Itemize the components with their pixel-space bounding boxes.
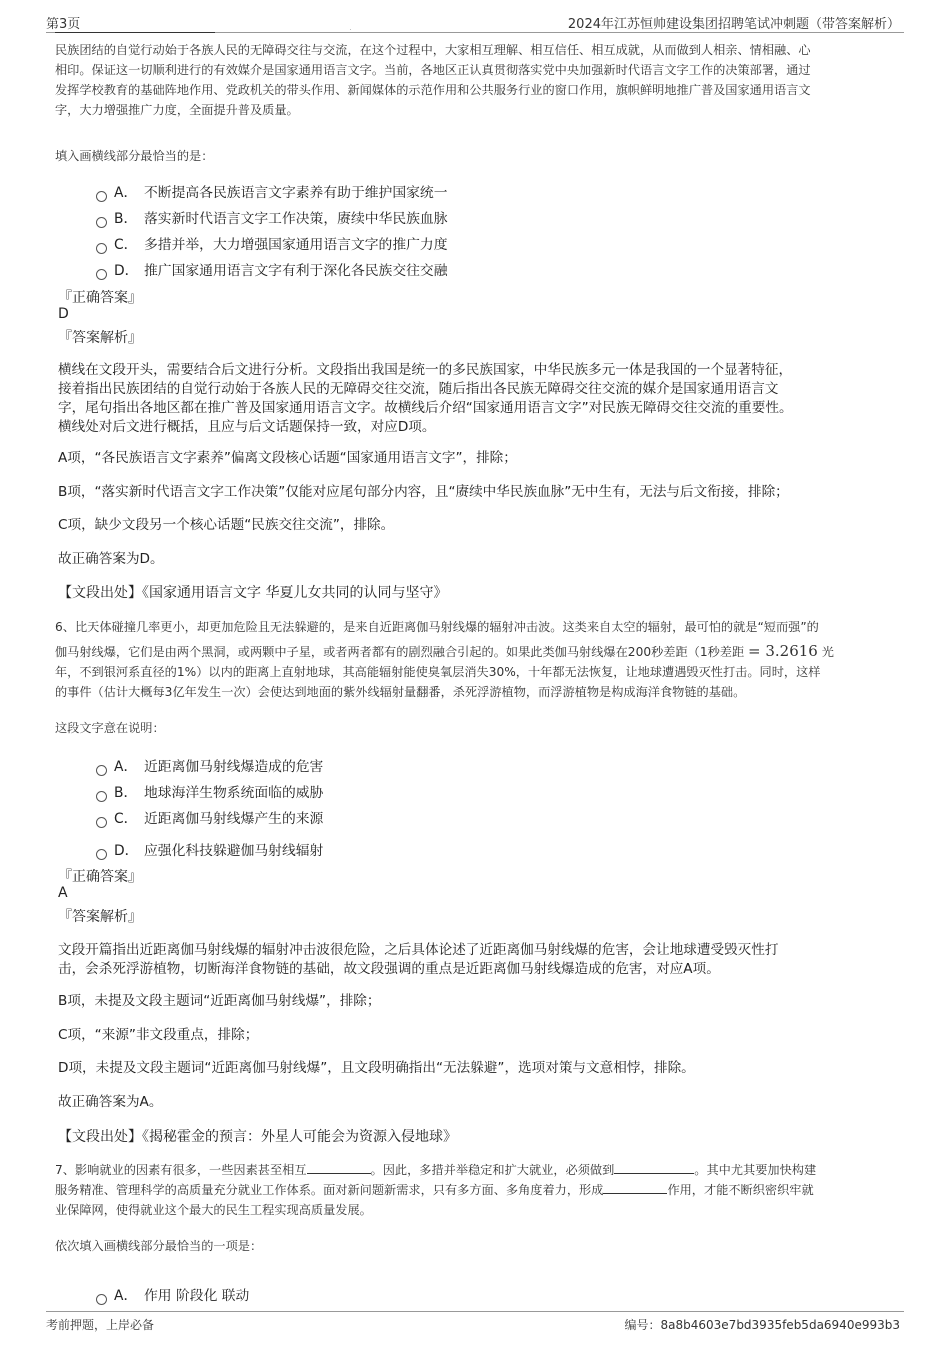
q6-option-a[interactable]: A． 近距离伽马射线爆造成的危害: [96, 755, 323, 775]
q5-analysis-label: 『答案解析』: [58, 330, 142, 346]
q6-answer: A: [58, 885, 68, 901]
q6-option-d[interactable]: D． 应强化科技躲避伽马射线辐射: [96, 839, 323, 859]
q6-analysis-label: 『答案解析』: [58, 909, 142, 925]
q6-passage: 6、比天体碰撞几率更小，却更加危险且无法躲避的，是来自近距离伽马射线爆的辐射冲击波。这类来自太空的辐射，最可怕的就是“短而强”的 伽马射线爆，它们是由两个黑洞，或两颗中子星，或者两者都有的剧烈融合引起的。如果此类伽马射线爆在200秒差距（1秒差距 = 3.2616 光 年，不到银河系直径的1%）以内的距离上直射地球，其高能辐射能使臭氧层消失30%，十年都无法恢复，让地球遭遇毁灭性打击。同时，这样 的事件（估计大概每3亿年发生一次）会使达到地面的紫外线辐射量翻番，杀死浮游植物，而浮游植物是构成海洋食物链的基础。: [55, 620, 834, 699]
radio-icon[interactable]: [96, 191, 107, 202]
footer-slogan: 考前押题，上岸必备: [46, 1318, 155, 1332]
page-number: 第3页: [46, 17, 81, 32]
q6-option-c[interactable]: C． 近距离伽马射线爆产生的来源: [96, 807, 323, 827]
q5-note-c: C项，缺少文段另一个核心话题“民族交往交流”，排除。: [58, 517, 395, 533]
q6-answer-label: 『正确答案』: [58, 869, 142, 885]
radio-icon[interactable]: [96, 243, 107, 254]
document-title: 2024年江苏恒帅建设集团招聘笔试冲刺题（带答案解析）: [567, 17, 900, 32]
q5-note-a: A项，“各民族语言文字素养”偏离文段核心话题“国家通用语言文字”，排除；: [58, 450, 517, 466]
q6-option-b[interactable]: B． 地球海洋生物系统面临的威胁: [96, 781, 323, 801]
q5-passage: [55, 20, 895, 134]
q6-note-c: C项，“来源”非文段重点，排除；: [58, 1027, 259, 1043]
math-expression: = 3.2616: [748, 642, 818, 660]
q6-note-d: D项，未提及文段主题词“近距离伽马射线爆”，且文段明确指出“无法躲避”，选项对策与文意相悖，排除。: [58, 1060, 695, 1076]
q5-blank: [55, 32, 215, 33]
radio-icon[interactable]: [96, 765, 107, 776]
q5-option-d[interactable]: D． 推广国家通用语言文字有利于深化各民族交往交融: [96, 259, 448, 279]
q5-note-b: B项，“落实新时代语言文字工作决策”仅能对应尾句部分内容，且“赓续中华民族血脉”无中生有，无法与后文衔接，排除；: [58, 484, 789, 500]
q5-source: 【文段出处】《国家通用语言文字 华夏儿女共同的认同与坚守》: [58, 585, 448, 601]
q7-option-a[interactable]: A． 作用 阶段化 联动: [96, 1284, 249, 1304]
radio-icon[interactable]: [96, 817, 107, 828]
radio-icon[interactable]: [96, 849, 107, 860]
radio-icon[interactable]: [96, 1294, 107, 1305]
q5-conclusion: 故正确答案为D。: [58, 551, 164, 567]
q6-analysis: 文段开篇指出近距离伽马射线爆的辐射冲击波很危险，之后具体论述了近距离伽马射线爆的危害，会让地球遭受毁灭性打 击，会杀死浮游植物，切断海洋食物链的基础，故文段强调的重点是近距离伽马射线爆造成的危害，对应A项。: [58, 942, 779, 977]
q5-clipped-line: [55, 29, 895, 40]
q5-option-c[interactable]: C． 多措并举，大力增强国家通用语言文字的推广力度: [96, 233, 448, 253]
radio-icon[interactable]: [96, 217, 107, 228]
q5-passage-line: 民族团结的自觉行动始于各族人民的无障碍交往与交流，在这个过程中，大家相互理解、相互信任、相互成就，从而做到人相亲、情相融、心: [55, 43, 811, 57]
q6-conclusion: 故正确答案为A。: [58, 1094, 163, 1110]
q6-prompt: 这段文字意在说明：: [55, 721, 165, 735]
q7-blank-2: [614, 1161, 694, 1174]
q7-prompt: 依次填入画横线部分最恰当的一项是：: [55, 1239, 263, 1253]
document-code: 编号：8a8b4603e7bd3935feb5da6940e993b3: [624, 1318, 900, 1332]
q7-blank-1: [307, 1161, 371, 1174]
q5-prompt: 填入画横线部分最恰当的是：: [55, 149, 214, 163]
q5-passage-line: 相印。保证这一切顺利进行的有效媒介是国家通用语言文字。当前，各地区正认真贯彻落实党中央加强新时代语言文字工作的决策部署，通过: [55, 63, 811, 77]
q5-answer-label: 『正确答案』: [58, 290, 142, 306]
q5-analysis: 横线在文段开头，需要结合后文进行分析。文段指出我国是统一的多民族国家，中华民族多元一体是我国的一个显著特征， 接着指出民族团结的自觉行动始于各族人民的无障碍交往交流，随后指出各民族无障碍交往交流的媒介是国家通用语言文 字，尾句指出各地区都在推广普及国家通用语言文字。故横线后介绍“国家通用语言文字”对民族无障碍交往交流的重要性。 横线处对后文进行概括，且应与后文话题保持一致，对应D项。: [58, 362, 793, 435]
q5-option-a[interactable]: A． 不断提高各民族语言文字素养有助于维护国家统一: [96, 181, 448, 201]
radio-icon[interactable]: [96, 791, 107, 802]
radio-icon[interactable]: [96, 269, 107, 280]
page-footer: [46, 1311, 904, 1336]
q6-source: 【文段出处】《揭秘霍金的预言：外星人可能会为资源入侵地球》: [58, 1129, 457, 1145]
q5-passage-line: 字，大力增强推广力度，全面提升普及质量。: [55, 103, 299, 117]
q5-answer: D: [58, 306, 69, 322]
q7-blank-3: [603, 1181, 667, 1194]
q7-passage: 7、影响就业的因素有很多，一些因素甚至相互 。因此，多措并举稳定和扩大就业，必须做到 。其中尤其要加快构建 服务精准、管理科学的高质量充分就业工作体系。面对新问题新需求，只有多方面、多角度着力，形成 作用，才能不断织密织牢就 业保障网，使得就业这个最大的民生工程实现高质量发展。: [55, 1163, 817, 1217]
q5-option-b[interactable]: B． 落实新时代语言文字工作决策，赓续中华民族血脉: [96, 207, 448, 227]
q5-passage-line: 发挥学校教育的基础阵地作用、党政机关的带头作用、新闻媒体的示范作用和公共服务行业的窗口作用，旗帜鲜明地推广普及国家通用语言文: [55, 83, 811, 97]
q6-note-b: B项，未提及文段主题词“近距离伽马射线爆”，排除；: [58, 993, 381, 1009]
